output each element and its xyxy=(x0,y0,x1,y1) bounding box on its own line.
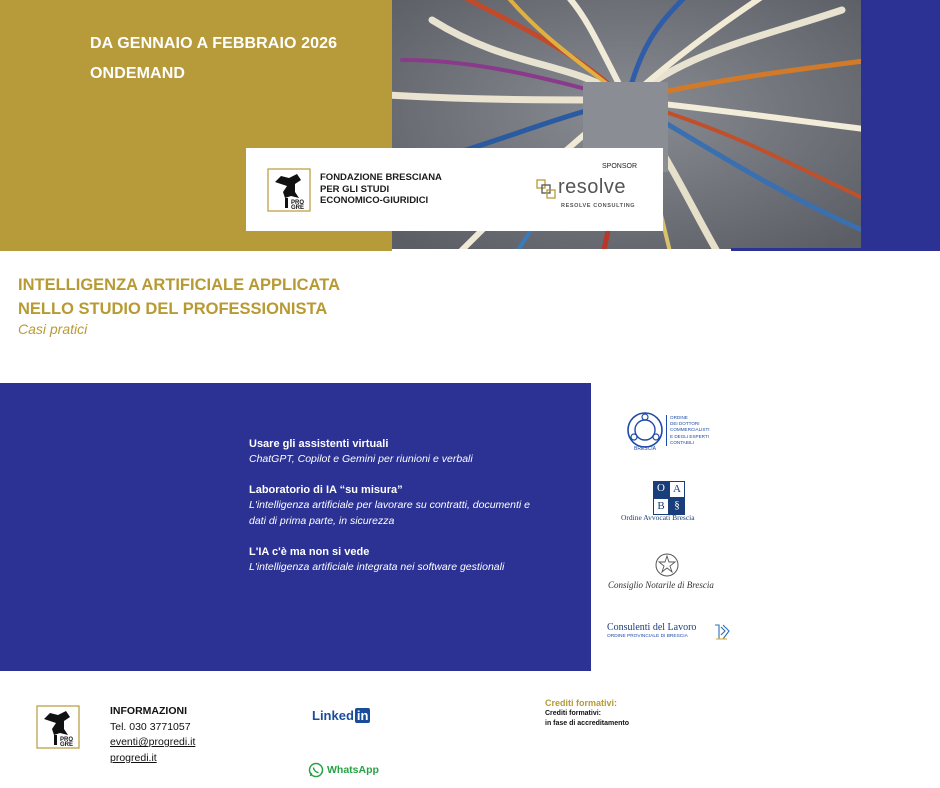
avvocati-logo xyxy=(620,480,720,524)
fondazione-line: FONDAZIONE BRESCIANA xyxy=(320,172,442,183)
program-panel xyxy=(0,383,591,671)
fondazione-line: PER GLI STUDI xyxy=(320,183,390,195)
svg-text:GRE: GRE xyxy=(60,742,74,748)
hero-blue-band xyxy=(861,0,940,251)
sponsor-label: SPONSOR xyxy=(602,163,638,170)
notarile-logo xyxy=(608,552,730,594)
avvocati-emblem xyxy=(653,481,685,511)
hero-date-line: DA GENNAIO A FEBBRAIO 2026 xyxy=(90,35,338,52)
program-item-detail: L'intelligenza artificiale integrata nei software gestionali xyxy=(249,561,505,573)
info-heading: INFORMAZIONI xyxy=(110,705,187,717)
odcec-name-line: DEI DOTTORI xyxy=(670,421,700,427)
linkedin-in-icon: in xyxy=(356,708,369,723)
odcec-name-line: CONTABILI xyxy=(670,439,694,445)
credits-heading: Crediti formativi: xyxy=(545,698,618,708)
program-item-detail: ChatGPT, Copilot e Gemini per riunioni e verbali xyxy=(249,453,473,465)
credits-block xyxy=(545,698,629,728)
svg-text:GRE: GRE xyxy=(291,205,305,211)
resolve-logo xyxy=(534,176,642,212)
whatsapp-icon xyxy=(308,762,324,778)
consulenti-lavoro-name: Consulenti del Lavoro xyxy=(607,622,697,633)
odcec-name xyxy=(666,415,710,446)
info-email-link[interactable]: eventi@progredi.it xyxy=(110,736,196,748)
italian-republic-emblem-icon xyxy=(654,552,680,578)
avvocati-letter: § xyxy=(669,498,685,515)
program-item xyxy=(249,483,559,529)
svg-text:PRO: PRO xyxy=(60,737,74,743)
credits-label: Crediti formativi: xyxy=(545,710,602,717)
avvocati-letter: A xyxy=(669,481,685,498)
consulenti-lavoro-mark-icon xyxy=(713,623,731,641)
program-item-heading: Laboratorio di IA “su misura” xyxy=(249,484,403,496)
fondazione-line: ECONOMICO-GIURIDICI xyxy=(320,195,429,206)
svg-text:PRO: PRO xyxy=(291,200,305,206)
program-item xyxy=(249,545,559,576)
credits-status: in fase di accreditamento xyxy=(545,719,630,727)
hero-mode-line: ONDEMAND xyxy=(90,65,186,82)
event-title-line: NELLO STUDIO DEL PROFESSIONISTA xyxy=(18,300,328,318)
resolve-mark-icon xyxy=(536,179,558,201)
odcec-name-line: ORDINE xyxy=(670,415,688,420)
consulenti-lavoro-logo xyxy=(607,622,733,644)
footer-fondazione-logo-icon xyxy=(36,705,80,749)
event-title-line: INTELLIGENZA ARTIFICIALE APPLICATA xyxy=(18,276,341,294)
odcec-emblem-icon xyxy=(626,411,664,451)
odcec-city: BRESCIA xyxy=(634,446,656,452)
hero-blue-strip xyxy=(731,248,861,251)
fondazione-name xyxy=(320,172,442,207)
program-item-heading: Usare gli assistenti virtuali xyxy=(249,438,389,450)
linkedin-link[interactable] xyxy=(312,708,370,723)
program-item xyxy=(249,437,559,468)
resolve-wordmark: resolve xyxy=(558,176,626,198)
event-title xyxy=(18,273,340,321)
odcec-name-line: COMMERCIALISTI xyxy=(670,427,710,433)
info-phone: Tel. 030 3771057 xyxy=(110,720,191,733)
hero-dates xyxy=(90,29,337,89)
avvocati-name: Ordine Avvocati Brescia xyxy=(621,513,695,522)
avvocati-letter: O xyxy=(653,481,669,498)
fondazione-logo-icon xyxy=(267,168,311,212)
whatsapp-link[interactable] xyxy=(308,762,379,778)
odcec-name-line: E DEGLI ESPERTI xyxy=(670,433,709,439)
info-website-link[interactable]: progredi.it xyxy=(110,751,157,764)
odcec-logo xyxy=(626,411,716,457)
event-subtitle: Casi pratici xyxy=(18,321,88,337)
consulenti-lavoro-sub: ORDINE PROVINCIALE DI BRESCIA xyxy=(607,634,688,639)
info-block xyxy=(110,704,195,766)
notarile-name: Consiglio Notarile di Brescia xyxy=(608,580,714,590)
organizer-sponsor-panel xyxy=(246,148,663,231)
resolve-tagline: RESOLVE CONSULTING xyxy=(561,203,636,209)
whatsapp-text: WhatsApp xyxy=(327,764,379,776)
program-item-detail: L'intelligenza artificiale per lavorare su contratti, documenti e dati di prima parte, in sicurezza xyxy=(249,499,530,527)
linkedin-text: Linked xyxy=(312,708,354,723)
program-item-heading: L'IA c'è ma non si vede xyxy=(249,546,370,558)
avvocati-letter: B xyxy=(653,498,669,515)
